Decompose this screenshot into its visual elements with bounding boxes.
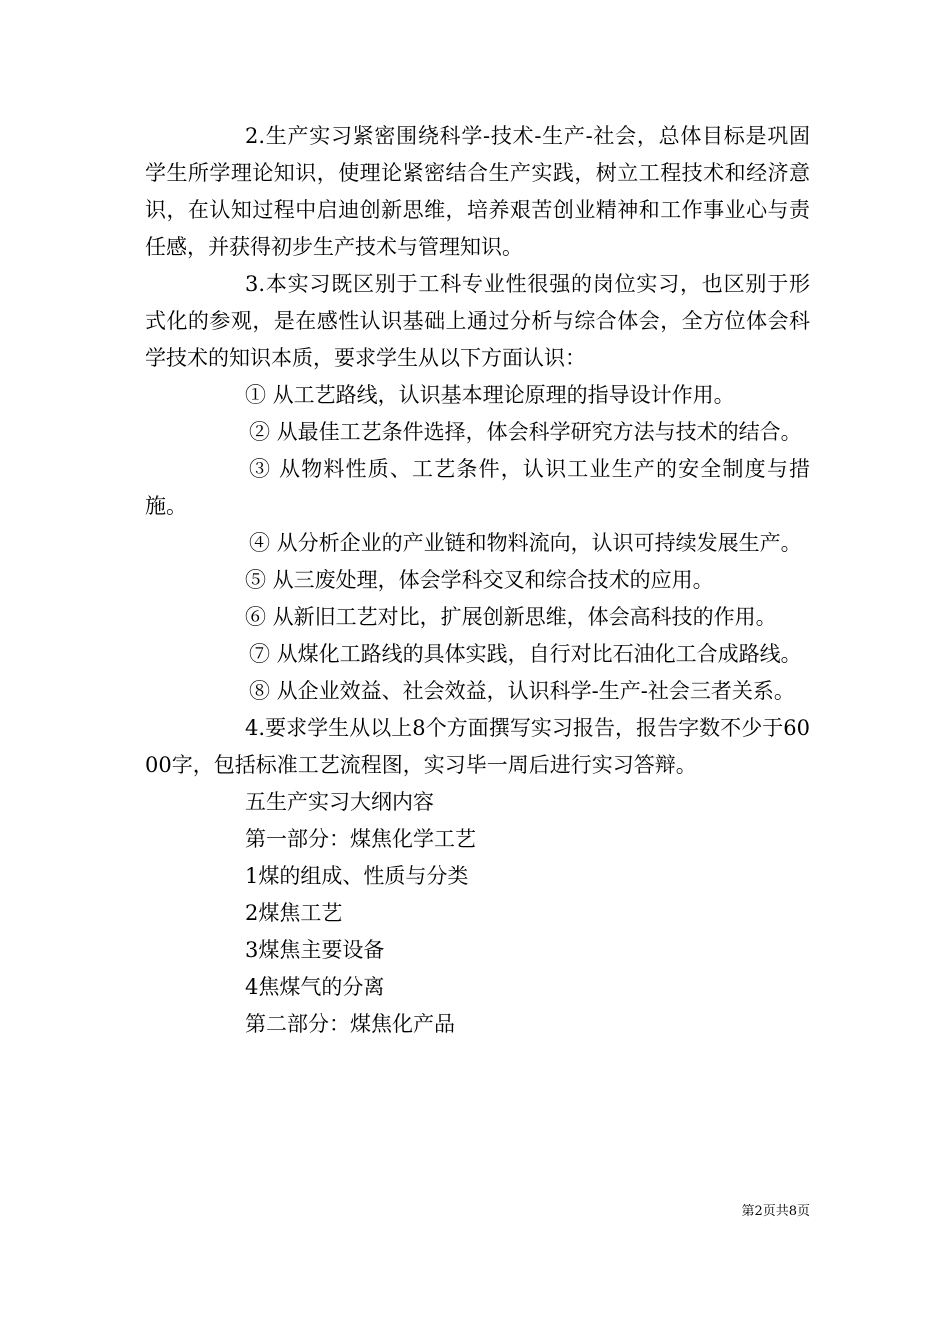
paragraph-4: 4.要求学生从以上8个方面撰写实习报告，报告字数不少于6000字，包括标准工艺流程图，实习毕一周后进行实习答辩。 — [145, 716, 810, 777]
outline-part-heading: 第一部分：煤焦化学工艺 — [245, 827, 476, 851]
outline-part-heading: 第二部分：煤焦化产品 — [245, 1012, 455, 1036]
outline-item: 4焦煤气的分离 — [245, 975, 385, 999]
list-item: ② 从最佳工艺条件选择，体会科学研究方法与技术的结合。 — [249, 420, 802, 444]
outline-item: 1煤的组成、性质与分类 — [245, 864, 469, 888]
list-item: ⑦ 从煤化工路线的具体实践，自行对比石油化工合成路线。 — [249, 642, 802, 666]
section-heading: 五生产实习大纲内容 — [245, 790, 434, 814]
paragraph-2: 2.生产实习紧密围绕科学-技术-生产-社会，总体目标是巩固学生所学理论知识，使理论紧密结合生产实践，树立工程技术和经济意识，在认知过程中启迪创新思维，培养艰苦创业精神和工作事业心与责任感，并获得初步生产技术与管理知识。 — [145, 124, 810, 259]
list-item: ⑥ 从新旧工艺对比，扩展创新思维，体会高科技的作用。 — [245, 605, 777, 629]
outline-item: 3煤焦主要设备 — [245, 938, 385, 962]
outline-item: 2煤焦工艺 — [245, 901, 343, 925]
list-item: ⑧ 从企业效益、社会效益，认识科学-生产-社会三者关系。 — [249, 679, 795, 703]
list-item: ① 从工艺路线，认识基本理论原理的指导设计作用。 — [245, 383, 735, 407]
page-number-footer: 第2页共8页 — [741, 1204, 810, 1219]
document-body — [145, 118, 810, 1043]
list-item: ④ 从分析企业的产业链和物料流向，认识可持续发展生产。 — [249, 531, 802, 555]
list-item: ⑤ 从三废处理，体会学科交叉和综合技术的应用。 — [245, 568, 714, 592]
list-item: ③ 从物料性质、工艺条件，认识工业生产的安全制度与措施。 — [145, 457, 810, 518]
paragraph-3: 3.本实习既区别于工科专业性很强的岗位实习，也区别于形式化的参观，是在感性认识基础上通过分析与综合体会，全方位体会科学技术的知识本质，要求学生从以下方面认识： — [145, 272, 810, 370]
